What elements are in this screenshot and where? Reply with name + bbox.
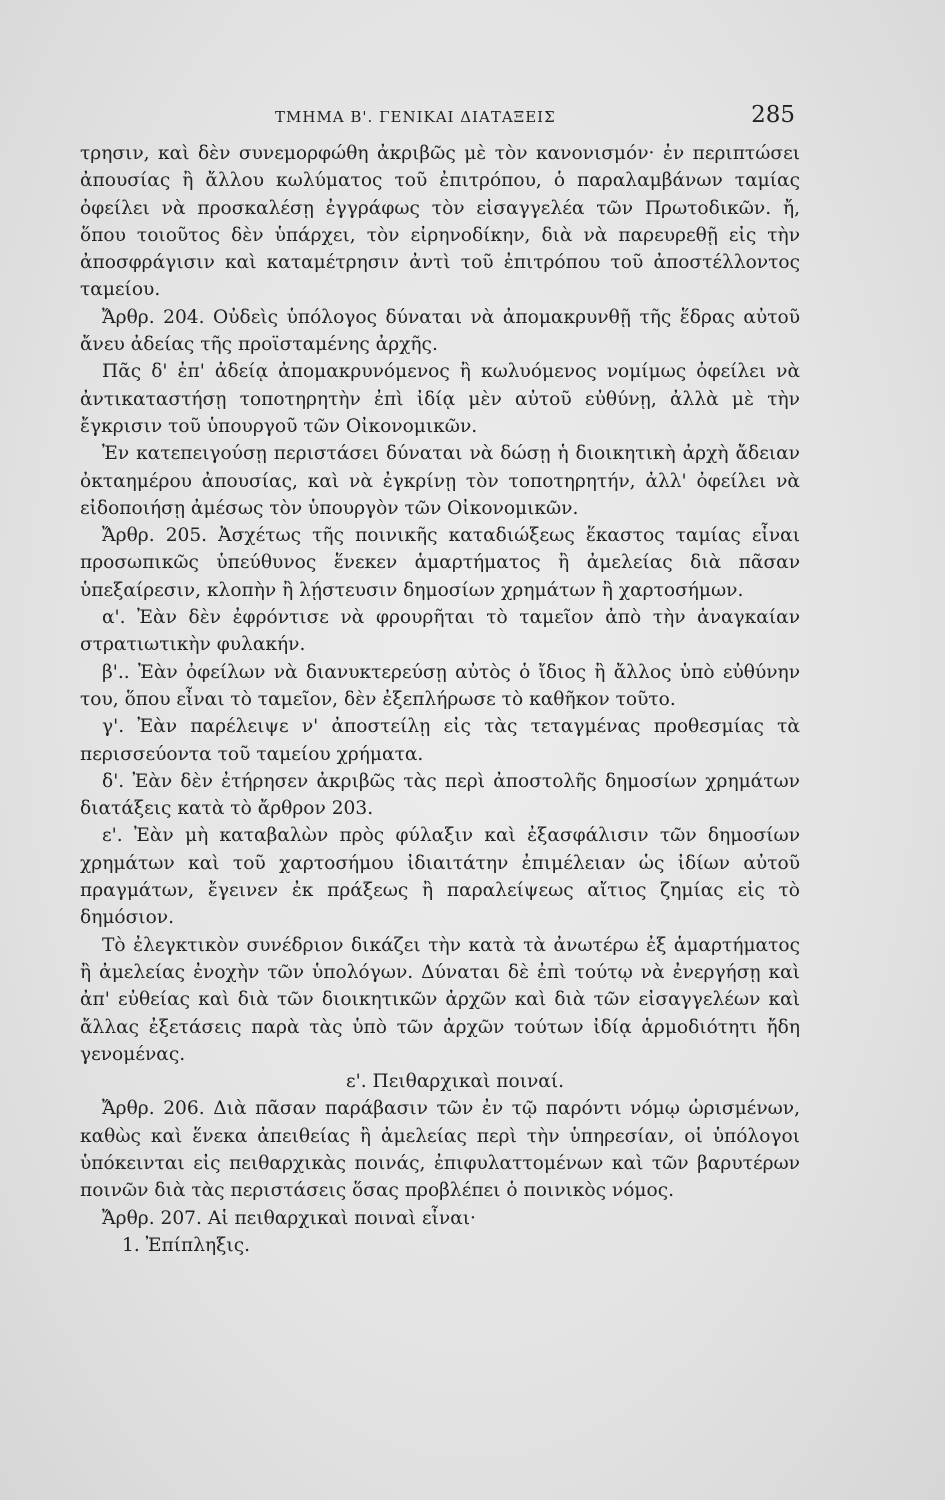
paragraph-article-205: Ἄρθρ. 205. Ἀσχέτως τῆς ποινικῆς καταδιώξεως ἕκαστος ταμίας εἶναι προσωπικῶς ὑπεύθυνος ἕνεκεν ἁμαρτήματος ἢ ἀμελείας διὰ πᾶσαν ὑπεξαίρεσιν, κλοπὴν ἢ λῄστευσιν δημοσίων χρημάτων ἢ χαρτοσήμων.: [80, 525, 800, 601]
paragraph-article-207: Ἄρθρ. 207. Αἱ πειθαρχικαὶ ποιναὶ εἶναι·: [102, 1207, 476, 1229]
paragraph-article-206: Ἄρθρ. 206. Διὰ πᾶσαν παράβασιν τῶν ἐν τῷ παρόντι νόμῳ ὡρισμένων, καθὼς καὶ ἕνεκα ἀπειθείας ἢ ἀμελείας περὶ τὴν ὑπηρεσίαν, οἱ ὑπόλογοι ὑπόκεινται εἰς πειθαρχικὰς ποινάς, ἐπιφυλαττομένων καὶ τῶν βαρυτέρων ποινῶν διὰ τὰς περιστάσεις ὅσας προβλέπει ὁ ποινικὸς νόμος.: [80, 1098, 800, 1202]
clause-epsilon: ε'. Ἐὰν μὴ καταβαλὼν πρὸς φύλαξιν καὶ ἐξασφάλισιν τῶν δημοσίων χρημάτων καὶ τοῦ χαρτοσήμου ἰδιαιτάτην ἐπιμέλειαν ὡς ἰδίων αὐτοῦ πραγμάτων, ἔγεινεν ἐκ πράξεως ἢ παραλείψεως αἴτιος ζημίας εἰς τὸ δημόσιον.: [80, 825, 800, 929]
page-header: [80, 102, 795, 138]
clause-alpha: α'. Ἐὰν δὲν ἐφρόντισε νὰ φρουρῆται τὸ ταμεῖον ἀπὸ τὴν ἀναγκαίαν στρατιωτικὴν φυλακήν.: [80, 607, 800, 656]
paragraph: Τὸ ἐλεγκτικὸν συνέδριον δικάζει τὴν κατὰ τὰ ἀνωτέρω ἐξ ἁμαρτήματος ἢ ἀμελείας ἐνοχὴν τῶν ὑπολόγων. Δύναται δὲ ἐπὶ τούτῳ νὰ ἐνεργήσῃ καὶ ἀπ' εὐθείας καὶ διὰ τῶν διοικητικῶν ἀρχῶν καὶ διὰ τῶν εἰσαγγελέων καὶ ἄλλας ἐξετάσεις παρὰ τὰς ὑπὸ τῶν ἀρχῶν τούτων ἰδίᾳ ἁρμοδιότητι ἤδη γενομένας.: [80, 934, 800, 1065]
page-number: 285: [751, 102, 795, 128]
section-heading: ε'. Πειθαρχικαὶ ποιναί.: [345, 1071, 565, 1093]
clause-gamma: γ'. Ἐὰν παρέλειψε ν' ἀποστείλῃ εἰς τὰς τεταγμένας προθεσμίας τὰ περισσεύοντα τοῦ ταμείου χρήματα.: [80, 716, 800, 765]
paragraph: Πᾶς δ' ἐπ' ἀδείᾳ ἀπομακρυνόμενος ἢ κωλυόμενος νομίμως ὀφείλει νὰ ἀντικαταστήσῃ τοποτηρητὴν ἐπὶ ἰδίᾳ μὲν αὐτοῦ εὐθύνῃ, ἀλλὰ μὲ τὴν ἔγκρισιν τοῦ ὑπουργοῦ τῶν Οἰκονομικῶν.: [80, 361, 800, 437]
running-title: ΤΜΗΜΑ Β'. ΓΕΝΙΚΑΙ ΔΙΑΤΑΞΕΙΣ: [275, 108, 556, 126]
clause-delta: δ'. Ἐὰν δὲν ἐτήρησεν ἀκριβῶς τὰς περὶ ἀποστολῆς δημοσίων χρημάτων διατάξεις κατὰ τὸ ἄρθρον 203.: [80, 770, 800, 820]
list-item: 1. Ἐπίπληξις.: [122, 1234, 251, 1256]
paragraph: Ἐν κατεπειγούσῃ περιστάσει δύναται νὰ δώσῃ ἡ διοικητικὴ ἀρχὴ ἄδειαν ὀκταημέρου ἀπουσίας, καὶ νὰ ἐγκρίνῃ τὸν τοποτηρητήν, ἀλλ' ὀφείλει νὰ εἰδοποιήσῃ ἀμέσως τὸν ὑπουργὸν τῶν Οἰκονομικῶν.: [80, 443, 800, 519]
clause-beta: β'.. Ἐὰν ὀφείλων νὰ διανυκτερεύσῃ αὐτὸς ὁ ἴδιος ἢ ἄλλος ὑπὸ εὐθύνην του, ὅπου εἶναι τὸ ταμεῖον, δὲν ἐξεπλήρωσε τὸ καθῆκον τοῦτο.: [80, 661, 800, 710]
page-body: [80, 140, 800, 1259]
paragraph-continuation: τρησιν, καὶ δὲν συνεμορφώθη ἀκριβῶς μὲ τὸν κανονισμόν· ἐν περιπτώσει ἀπουσίας ἢ ἄλλου κωλύματος τοῦ ἐπιτρόπου, ὁ παραλαμβάνων ταμίας ὀφείλει νὰ προσκαλέσῃ ἐγγράφως τὸν εἰσαγγελέα τῶν Πρωτοδικῶν. ἤ, ὅπου τοιοῦτος δὲν ὑπάρχει, τὸν εἰρηνοδίκην, διὰ νὰ παρευρεθῇ εἰς τὴν ἀποσφράγισιν καὶ καταμέτρησιν ἀντὶ τοῦ ἐπιτρόπου τοῦ ἀποστέλλοντος ταμείου.: [80, 143, 800, 301]
paragraph-article-204: Ἄρθρ. 204. Οὐδεὶς ὑπόλογος δύναται νὰ ἀπομακρυνθῇ τῆς ἕδρας αὐτοῦ ἄνευ ἀδείας τῆς προϊσταμένης ἀρχῆς.: [80, 306, 800, 356]
